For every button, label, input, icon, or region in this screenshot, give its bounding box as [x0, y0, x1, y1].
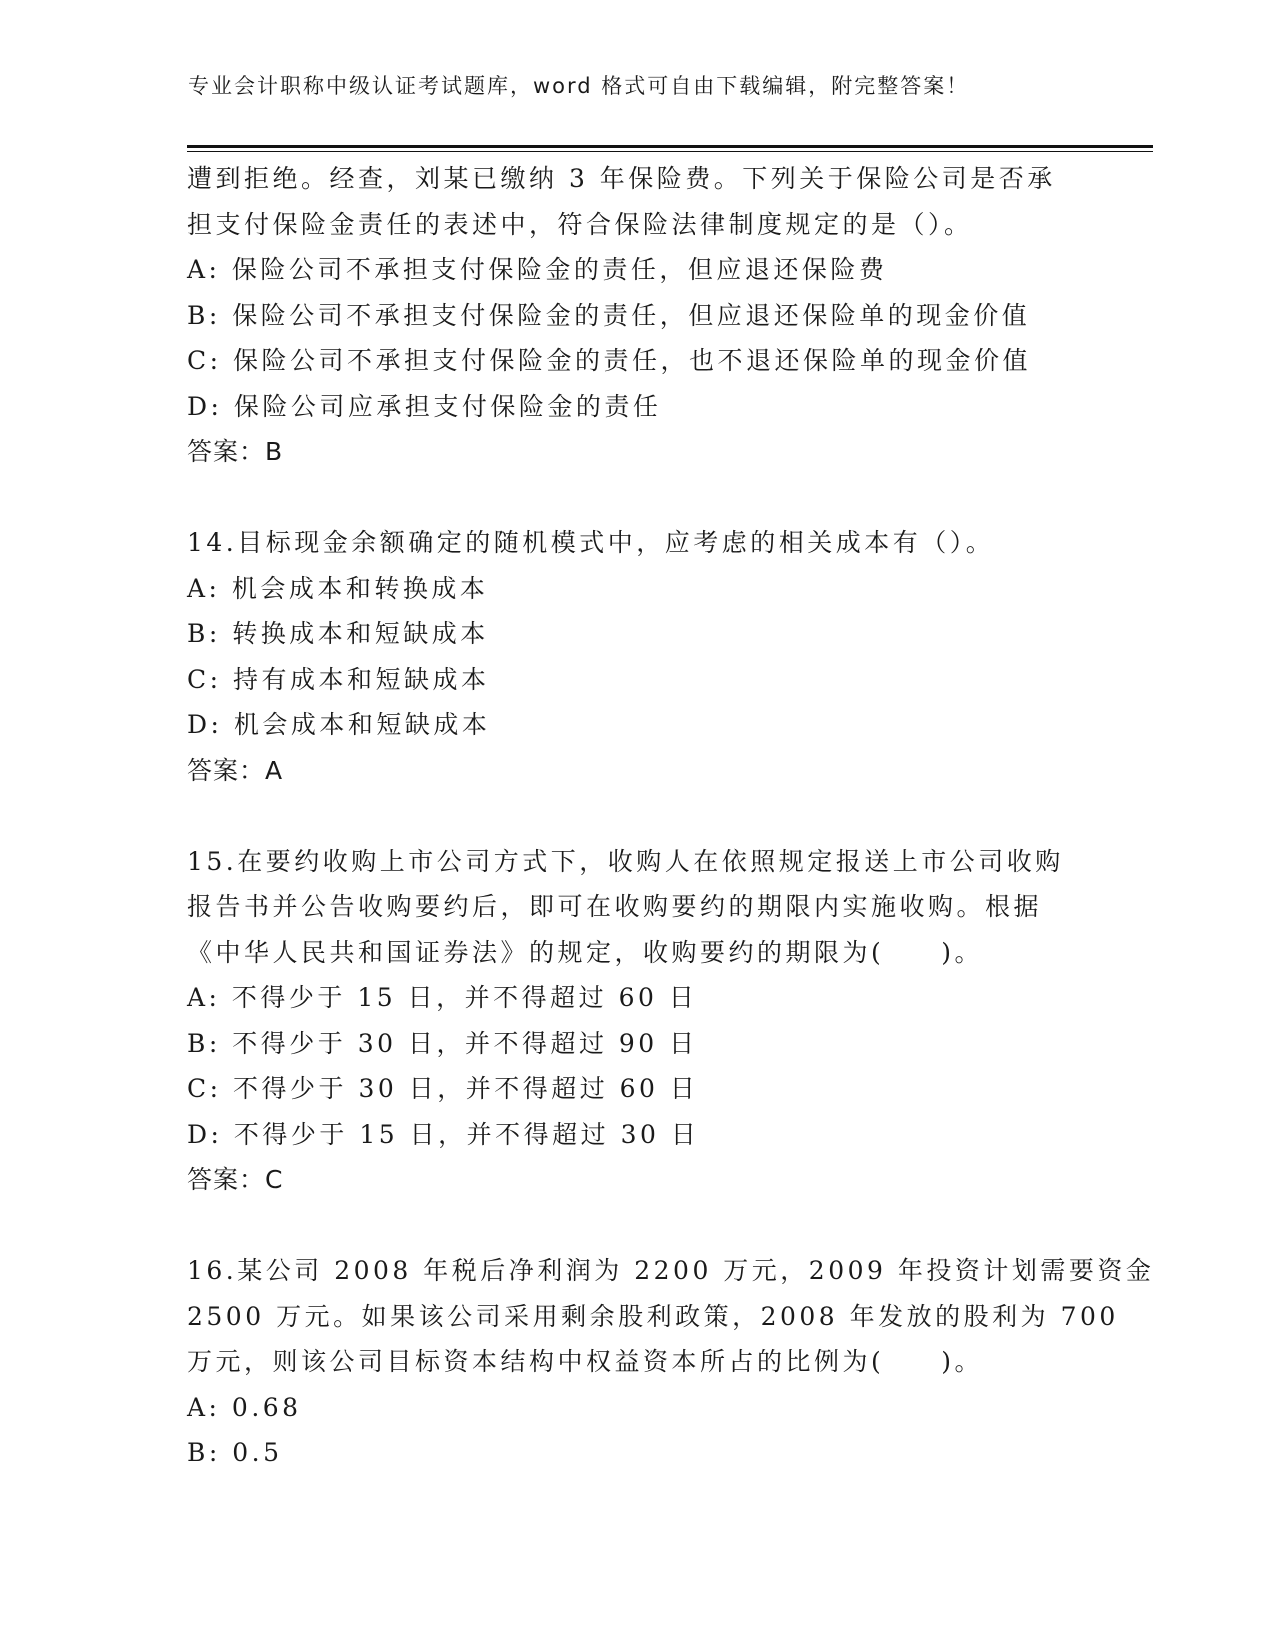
question-16 [187, 1248, 1155, 1476]
question-stem-line: 遭到拒绝。经查，刘某已缴纳 3 年保险费。下列关于保险公司是否承 [187, 164, 1056, 193]
option-b: B: 0.5 [187, 1438, 283, 1467]
header-rule-thick [187, 145, 1153, 148]
option-d: D: 机会成本和短缺成本 [187, 710, 491, 739]
option-a: A: 机会成本和转换成本 [187, 573, 489, 603]
option-b: B: 不得少于 30 日，并不得超过 90 日 [187, 1028, 698, 1058]
question-stem-line: 2500 万元。如果该公司采用剩余股利政策，2008 年发放的股利为 700 [187, 1301, 1119, 1331]
question-stem-line: 担支付保险金责任的表述中，符合保险法律制度规定的是（）。 [187, 209, 973, 239]
option-a: A: 0.68 [187, 1392, 302, 1422]
question-15 [187, 839, 1127, 1203]
option-d: D: 保险公司应承担支付保险金的责任 [187, 391, 662, 421]
question-stem-line: 15.在要约收购上市公司方式下，收购人在依照规定报送上市公司收购 [187, 846, 1064, 876]
option-d: D: 不得少于 15 日，并不得超过 30 日 [187, 1119, 700, 1149]
answer-line: 答案：A [187, 755, 284, 785]
option-c: C: 持有成本和短缺成本 [187, 664, 490, 694]
option-b: B: 转换成本和短缺成本 [187, 619, 489, 648]
header-rule-thin [187, 151, 1153, 152]
option-a: A: 不得少于 15 日，并不得超过 60 日 [187, 983, 698, 1012]
question-stem-line: 万元，则该公司目标资本结构中权益资本所占的比例为( )。 [187, 1347, 984, 1376]
page-header: 专业会计职称中级认证考试题库，word 格式可自由下载编辑，附完整答案！ [188, 74, 970, 98]
spacer [187, 1203, 1127, 1249]
question-13 [187, 156, 1127, 475]
option-b: B: 保险公司不承担支付保险金的责任，但应退还保险单的现金价值 [187, 300, 1031, 330]
answer-line: 答案：B [187, 437, 284, 466]
answer-line: 答案：C [187, 1165, 284, 1194]
question-14 [187, 520, 1127, 793]
question-stem-line: 14.目标现金余额确定的随机模式中，应考虑的相关成本有（）。 [187, 528, 995, 557]
spacer [187, 475, 1127, 521]
option-c: C: 不得少于 30 日，并不得超过 60 日 [187, 1074, 699, 1103]
option-c: C: 保险公司不承担支付保险金的责任，也不退还保险单的现金价值 [187, 346, 1032, 375]
option-a: A: 保险公司不承担支付保险金的责任，但应退还保险费 [187, 255, 888, 284]
question-stem-line: 16.某公司 2008 年税后净利润为 2200 万元，2009 年投资计划需要资金 [187, 1256, 1155, 1285]
question-stem-line: 报告书并公告收购要约后，即可在收购要约的期限内实施收购。根据 [187, 892, 1043, 921]
spacer [187, 793, 1127, 839]
question-list [187, 156, 1155, 1476]
question-stem-line: 《中华人民共和国证券法》的规定，收购要约的期限为( )。 [187, 937, 984, 967]
